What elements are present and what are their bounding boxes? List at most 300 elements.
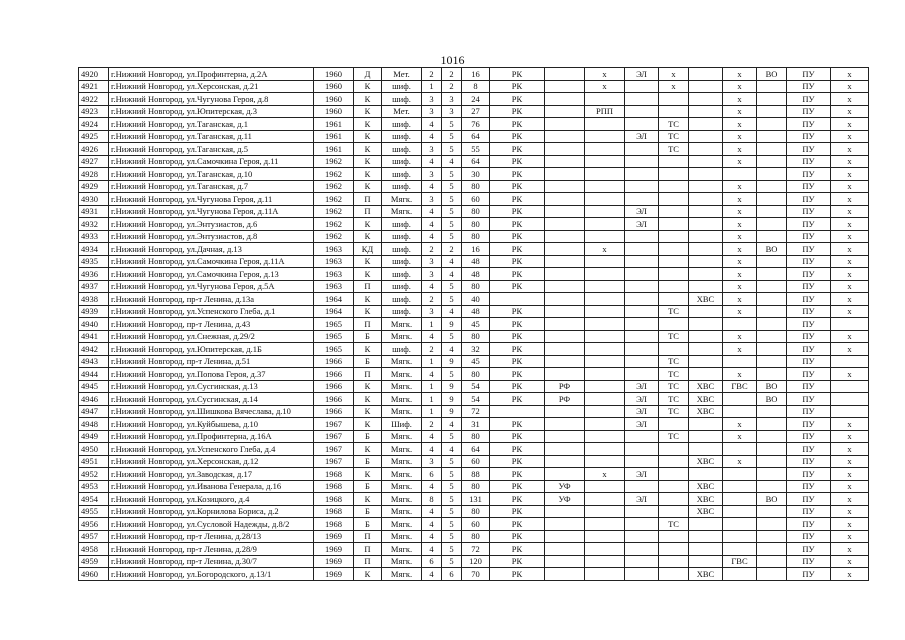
- cell-roof-type: шиф.: [382, 268, 422, 281]
- table-row: [79, 193, 869, 206]
- cell-heating: [659, 268, 689, 281]
- cell-year-built: 1962: [314, 168, 354, 181]
- cell-x-mark: х: [723, 243, 757, 256]
- cell-facade: [545, 530, 585, 543]
- cell-wall-material: Б: [354, 518, 382, 531]
- cell-cold-water: [689, 343, 723, 356]
- cell-x-mark: х: [723, 230, 757, 243]
- cell-entrances: 1: [422, 380, 442, 393]
- cell-roof-type: шиф.: [382, 118, 422, 131]
- cell-x-flag: х: [831, 180, 869, 193]
- cell-cold-water: [689, 330, 723, 343]
- cell-entrances: 3: [422, 193, 442, 206]
- cell-year-built: 1967: [314, 418, 354, 431]
- cell-entrances: 4: [422, 205, 442, 218]
- cell-facade: [545, 143, 585, 156]
- cell-x-flag: х: [831, 205, 869, 218]
- cell-electric: ЭЛ: [625, 205, 659, 218]
- cell-drainage: [757, 130, 787, 143]
- cell-address: г.Нижний Новгород, ул.Энтузиастов, д.8: [109, 230, 314, 243]
- cell-repair-type: РК: [490, 493, 545, 506]
- cell-wall-material: К: [354, 180, 382, 193]
- cell-electric: [625, 443, 659, 456]
- cell-entrances: 6: [422, 468, 442, 481]
- cell-metering: ПУ: [787, 380, 831, 393]
- cell-electric: [625, 480, 659, 493]
- cell-x-flag: х: [831, 93, 869, 106]
- cell-roof-type: шиф.: [382, 180, 422, 193]
- cell-facade: [545, 418, 585, 431]
- cell-metering: ПУ: [787, 243, 831, 256]
- cell-extra: [585, 330, 625, 343]
- cell-electric: [625, 268, 659, 281]
- cell-wall-material: К: [354, 118, 382, 131]
- cell-entrances: 1: [422, 318, 442, 331]
- cell-extra: [585, 130, 625, 143]
- table-row: [79, 543, 869, 556]
- cell-roof-type: шиф.: [382, 143, 422, 156]
- cell-address: г.Нижний Новгород, ул.Шишкова Вячеслава, д.10: [109, 405, 314, 418]
- cell-apartments: 30: [462, 168, 490, 181]
- cell-drainage: [757, 530, 787, 543]
- cell-facade: [545, 105, 585, 118]
- cell-repair-type: РК: [490, 193, 545, 206]
- cell-facade: [545, 343, 585, 356]
- cell-x-flag: х: [831, 305, 869, 318]
- cell-floors: 5: [442, 205, 462, 218]
- cell-metering: ПУ: [787, 405, 831, 418]
- cell-record-number: 4954: [79, 493, 109, 506]
- cell-floors: 5: [442, 468, 462, 481]
- cell-cold-water: [689, 218, 723, 231]
- cell-floors: 5: [442, 555, 462, 568]
- cell-facade: [545, 80, 585, 93]
- cell-electric: [625, 155, 659, 168]
- cell-record-number: 4938: [79, 293, 109, 306]
- cell-entrances: 4: [422, 518, 442, 531]
- cell-record-number: 4936: [79, 268, 109, 281]
- cell-roof-type: Мягк.: [382, 430, 422, 443]
- cell-heating: ТС: [659, 143, 689, 156]
- cell-cold-water: [689, 193, 723, 206]
- cell-cold-water: [689, 555, 723, 568]
- cell-metering: ПУ: [787, 543, 831, 556]
- cell-x-flag: [831, 355, 869, 368]
- table-row: [79, 305, 869, 318]
- cell-entrances: 4: [422, 218, 442, 231]
- cell-address: г.Нижний Новгород, пр-т Ленина, д.28/9: [109, 543, 314, 556]
- cell-x-flag: х: [831, 268, 869, 281]
- cell-x-flag: х: [831, 280, 869, 293]
- cell-floors: 4: [442, 418, 462, 431]
- cell-address: г.Нижний Новгород, ул.Юпитерская, д.1Б: [109, 343, 314, 356]
- cell-drainage: [757, 180, 787, 193]
- cell-x-flag: х: [831, 293, 869, 306]
- cell-roof-type: шиф.: [382, 130, 422, 143]
- cell-address: г.Нижний Новгород, ул.Корнилова Бориса, д.2: [109, 505, 314, 518]
- cell-x-flag: х: [831, 480, 869, 493]
- cell-electric: [625, 255, 659, 268]
- cell-wall-material: П: [354, 530, 382, 543]
- cell-record-number: 4948: [79, 418, 109, 431]
- cell-apartments: 72: [462, 543, 490, 556]
- cell-electric: [625, 505, 659, 518]
- cell-floors: 4: [442, 305, 462, 318]
- cell-extra: [585, 418, 625, 431]
- cell-x-flag: х: [831, 530, 869, 543]
- cell-electric: ЭЛ: [625, 68, 659, 81]
- cell-metering: ПУ: [787, 393, 831, 406]
- cell-repair-type: РК: [490, 518, 545, 531]
- cell-wall-material: Б: [354, 355, 382, 368]
- cell-cold-water: [689, 530, 723, 543]
- cell-wall-material: П: [354, 193, 382, 206]
- cell-apartments: 24: [462, 93, 490, 106]
- cell-roof-type: Мягк.: [382, 518, 422, 531]
- cell-year-built: 1968: [314, 493, 354, 506]
- cell-repair-type: РК: [490, 218, 545, 231]
- cell-electric: [625, 230, 659, 243]
- cell-apartments: 120: [462, 555, 490, 568]
- cell-entrances: 4: [422, 330, 442, 343]
- cell-metering: ПУ: [787, 305, 831, 318]
- cell-roof-type: шиф.: [382, 243, 422, 256]
- cell-floors: 3: [442, 93, 462, 106]
- cell-x-mark: х: [723, 105, 757, 118]
- cell-record-number: 4942: [79, 343, 109, 356]
- cell-entrances: 1: [422, 405, 442, 418]
- cell-heating: [659, 555, 689, 568]
- cell-apartments: 64: [462, 155, 490, 168]
- cell-electric: [625, 168, 659, 181]
- cell-entrances: 4: [422, 543, 442, 556]
- cell-cold-water: [689, 255, 723, 268]
- cell-facade: [545, 505, 585, 518]
- cell-entrances: 4: [422, 368, 442, 381]
- cell-x-flag: х: [831, 68, 869, 81]
- cell-drainage: [757, 155, 787, 168]
- cell-floors: 5: [442, 193, 462, 206]
- cell-cold-water: ХВС: [689, 293, 723, 306]
- cell-address: г.Нижний Новгород, ул.Дачная, д.13: [109, 243, 314, 256]
- cell-entrances: 3: [422, 168, 442, 181]
- cell-repair-type: РК: [490, 318, 545, 331]
- table-row: [79, 480, 869, 493]
- cell-address: г.Нижний Новгород, ул.Херсонская, д.21: [109, 80, 314, 93]
- table-row: [79, 530, 869, 543]
- cell-apartments: 80: [462, 205, 490, 218]
- cell-heating: ТС: [659, 380, 689, 393]
- cell-roof-type: шиф.: [382, 305, 422, 318]
- cell-apartments: 64: [462, 443, 490, 456]
- cell-roof-type: Мягк.: [382, 330, 422, 343]
- cell-cold-water: [689, 168, 723, 181]
- cell-apartments: 80: [462, 430, 490, 443]
- cell-facade: [545, 518, 585, 531]
- cell-drainage: [757, 368, 787, 381]
- cell-metering: ПУ: [787, 418, 831, 431]
- cell-wall-material: К: [354, 468, 382, 481]
- cell-facade: [545, 455, 585, 468]
- cell-drainage: [757, 93, 787, 106]
- cell-apartments: 80: [462, 180, 490, 193]
- cell-cold-water: ХВС: [689, 380, 723, 393]
- cell-floors: 5: [442, 218, 462, 231]
- cell-drainage: [757, 543, 787, 556]
- cell-floors: 9: [442, 405, 462, 418]
- cell-x-mark: [723, 318, 757, 331]
- cell-record-number: 4939: [79, 305, 109, 318]
- cell-wall-material: К: [354, 130, 382, 143]
- cell-repair-type: РК: [490, 355, 545, 368]
- cell-facade: УФ: [545, 493, 585, 506]
- cell-year-built: 1967: [314, 430, 354, 443]
- cell-apartments: 16: [462, 243, 490, 256]
- cell-address: г.Нижний Новгород, ул.Таганская, д.10: [109, 168, 314, 181]
- cell-facade: [545, 193, 585, 206]
- cell-year-built: 1966: [314, 368, 354, 381]
- cell-electric: [625, 530, 659, 543]
- cell-roof-type: Мягк.: [382, 318, 422, 331]
- cell-repair-type: РК: [490, 480, 545, 493]
- cell-floors: 5: [442, 230, 462, 243]
- cell-extra: [585, 543, 625, 556]
- cell-floors: 4: [442, 268, 462, 281]
- cell-record-number: 4923: [79, 105, 109, 118]
- cell-repair-type: РК: [490, 80, 545, 93]
- cell-x-mark: х: [723, 280, 757, 293]
- cell-metering: ПУ: [787, 155, 831, 168]
- cell-x-flag: [831, 405, 869, 418]
- cell-record-number: 4932: [79, 218, 109, 231]
- cell-repair-type: РК: [490, 393, 545, 406]
- cell-address: г.Нижний Новгород, пр-т Ленина, д.30/7: [109, 555, 314, 568]
- cell-x-mark: х: [723, 193, 757, 206]
- cell-metering: ПУ: [787, 280, 831, 293]
- cell-x-mark: х: [723, 455, 757, 468]
- cell-electric: [625, 518, 659, 531]
- cell-entrances: 4: [422, 443, 442, 456]
- cell-entrances: 3: [422, 268, 442, 281]
- cell-roof-type: Шиф.: [382, 418, 422, 431]
- cell-x-mark: х: [723, 118, 757, 131]
- cell-electric: [625, 305, 659, 318]
- cell-drainage: [757, 80, 787, 93]
- cell-entrances: 2: [422, 343, 442, 356]
- cell-x-flag: х: [831, 230, 869, 243]
- cell-x-mark: х: [723, 143, 757, 156]
- cell-cold-water: [689, 368, 723, 381]
- cell-heating: [659, 568, 689, 581]
- cell-electric: ЭЛ: [625, 218, 659, 231]
- cell-floors: 5: [442, 330, 462, 343]
- cell-floors: 6: [442, 568, 462, 581]
- cell-electric: [625, 180, 659, 193]
- cell-extra: х: [585, 243, 625, 256]
- cell-cold-water: [689, 93, 723, 106]
- cell-heating: ТС: [659, 305, 689, 318]
- housing-register-table: [78, 67, 868, 581]
- cell-year-built: 1960: [314, 68, 354, 81]
- cell-address: г.Нижний Новгород, ул.Чугунова Героя, д.8: [109, 93, 314, 106]
- cell-metering: ПУ: [787, 518, 831, 531]
- cell-cold-water: ХВС: [689, 505, 723, 518]
- cell-entrances: 3: [422, 455, 442, 468]
- cell-heating: [659, 455, 689, 468]
- cell-x-mark: [723, 505, 757, 518]
- cell-record-number: 4959: [79, 555, 109, 568]
- cell-heating: ТС: [659, 518, 689, 531]
- cell-wall-material: К: [354, 268, 382, 281]
- cell-repair-type: РК: [490, 330, 545, 343]
- cell-x-flag: х: [831, 505, 869, 518]
- cell-facade: [545, 443, 585, 456]
- cell-x-mark: х: [723, 430, 757, 443]
- cell-year-built: 1968: [314, 468, 354, 481]
- cell-record-number: 4935: [79, 255, 109, 268]
- cell-extra: [585, 405, 625, 418]
- cell-metering: ПУ: [787, 568, 831, 581]
- cell-facade: [545, 255, 585, 268]
- cell-heating: [659, 218, 689, 231]
- table-row: [79, 255, 869, 268]
- cell-x-mark: х: [723, 130, 757, 143]
- cell-x-flag: х: [831, 543, 869, 556]
- cell-drainage: [757, 480, 787, 493]
- cell-wall-material: К: [354, 568, 382, 581]
- cell-entrances: 4: [422, 118, 442, 131]
- cell-drainage: [757, 268, 787, 281]
- cell-metering: ПУ: [787, 93, 831, 106]
- cell-extra: [585, 318, 625, 331]
- cell-record-number: 4926: [79, 143, 109, 156]
- cell-address: г.Нижний Новгород, пр-т Ленина, д.51: [109, 355, 314, 368]
- cell-electric: ЭЛ: [625, 405, 659, 418]
- cell-entrances: 4: [422, 505, 442, 518]
- cell-extra: х: [585, 80, 625, 93]
- table-row: [79, 205, 869, 218]
- cell-record-number: 4937: [79, 280, 109, 293]
- cell-roof-type: Мет.: [382, 105, 422, 118]
- cell-drainage: [757, 318, 787, 331]
- cell-roof-type: шиф.: [382, 93, 422, 106]
- cell-metering: ПУ: [787, 330, 831, 343]
- cell-x-mark: х: [723, 305, 757, 318]
- cell-facade: [545, 280, 585, 293]
- cell-floors: 5: [442, 368, 462, 381]
- cell-x-flag: х: [831, 130, 869, 143]
- cell-wall-material: К: [354, 218, 382, 231]
- cell-repair-type: РК: [490, 443, 545, 456]
- cell-facade: [545, 168, 585, 181]
- cell-facade: [545, 430, 585, 443]
- cell-heating: [659, 155, 689, 168]
- cell-cold-water: [689, 443, 723, 456]
- cell-cold-water: ХВС: [689, 405, 723, 418]
- cell-address: г.Нижний Новгород, ул.Энтузиастов, д.6: [109, 218, 314, 231]
- cell-x-mark: х: [723, 255, 757, 268]
- cell-heating: [659, 480, 689, 493]
- cell-wall-material: Б: [354, 480, 382, 493]
- cell-facade: [545, 330, 585, 343]
- cell-extra: [585, 205, 625, 218]
- cell-repair-type: РК: [490, 68, 545, 81]
- cell-apartments: 80: [462, 480, 490, 493]
- cell-x-flag: [831, 393, 869, 406]
- cell-drainage: [757, 555, 787, 568]
- cell-floors: 4: [442, 443, 462, 456]
- cell-wall-material: П: [354, 205, 382, 218]
- cell-repair-type: РК: [490, 105, 545, 118]
- cell-floors: 5: [442, 430, 462, 443]
- cell-x-flag: х: [831, 493, 869, 506]
- cell-extra: [585, 493, 625, 506]
- cell-electric: [625, 105, 659, 118]
- cell-apartments: 88: [462, 468, 490, 481]
- cell-record-number: 4920: [79, 68, 109, 81]
- cell-heating: [659, 443, 689, 456]
- cell-heating: ТС: [659, 330, 689, 343]
- cell-roof-type: Мягк.: [382, 405, 422, 418]
- table-row: [79, 180, 869, 193]
- cell-address: г.Нижний Новгород, ул.Чугунова Героя, д.11А: [109, 205, 314, 218]
- cell-record-number: 4944: [79, 368, 109, 381]
- cell-heating: ТС: [659, 118, 689, 131]
- cell-extra: [585, 143, 625, 156]
- cell-cold-water: [689, 430, 723, 443]
- cell-address: г.Нижний Новгород, ул.Таганская, д.1: [109, 118, 314, 131]
- cell-x-mark: [723, 168, 757, 181]
- cell-year-built: 1968: [314, 505, 354, 518]
- cell-floors: 3: [442, 105, 462, 118]
- cell-record-number: 4958: [79, 543, 109, 556]
- cell-electric: [625, 543, 659, 556]
- cell-cold-water: [689, 230, 723, 243]
- cell-drainage: [757, 468, 787, 481]
- cell-electric: [625, 355, 659, 368]
- cell-x-mark: х: [723, 418, 757, 431]
- cell-address: г.Нижний Новгород, пр-т Ленина, д.43: [109, 318, 314, 331]
- cell-apartments: 16: [462, 68, 490, 81]
- table-row: [79, 243, 869, 256]
- cell-x-mark: х: [723, 268, 757, 281]
- cell-repair-type: РК: [490, 555, 545, 568]
- cell-x-flag: х: [831, 80, 869, 93]
- cell-apartments: 48: [462, 268, 490, 281]
- cell-x-mark: ГВС: [723, 380, 757, 393]
- cell-repair-type: РК: [490, 168, 545, 181]
- cell-facade: [545, 568, 585, 581]
- cell-year-built: 1967: [314, 443, 354, 456]
- cell-electric: [625, 193, 659, 206]
- cell-electric: [625, 555, 659, 568]
- cell-repair-type: РК: [490, 418, 545, 431]
- cell-facade: [545, 155, 585, 168]
- cell-x-flag: х: [831, 218, 869, 231]
- cell-extra: РПП: [585, 105, 625, 118]
- cell-electric: [625, 368, 659, 381]
- cell-x-mark: [723, 443, 757, 456]
- cell-wall-material: П: [354, 555, 382, 568]
- cell-repair-type: РК: [490, 530, 545, 543]
- cell-record-number: 4960: [79, 568, 109, 581]
- cell-year-built: 1968: [314, 518, 354, 531]
- cell-x-mark: [723, 468, 757, 481]
- cell-repair-type: РК: [490, 430, 545, 443]
- cell-year-built: 1961: [314, 130, 354, 143]
- cell-year-built: 1965: [314, 343, 354, 356]
- cell-address: г.Нижний Новгород, ул.Самочкина Героя, д.13: [109, 268, 314, 281]
